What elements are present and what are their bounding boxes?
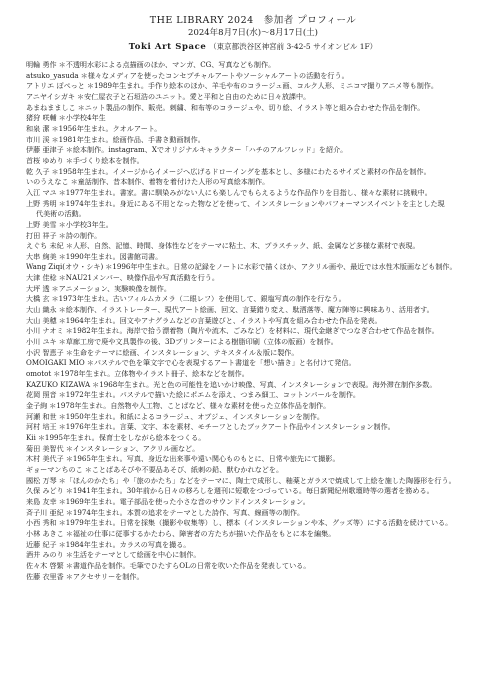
participant-description: ＊「ほんのかたち」や「旅のかたち」などをテーマに、陶土で成形し、釉薬とガラスで焼成して上絵を施した陶器形を行う。 bbox=[58, 475, 456, 485]
participant-entry bbox=[26, 284, 480, 295]
participant-description: ＊人形、自然、記憶、時間、身体性などをテーマに粘土、木、プラスチック、紙、金属など多様な素材で表現。 bbox=[65, 241, 420, 251]
participant-description: ＊1972年生まれ。パステルで描いた絵にポエムを添え、つまみ細工、コットンパールを制作。 bbox=[58, 390, 361, 400]
participant-name: あまねまましこ bbox=[26, 102, 76, 112]
participant-description: ＊1995年生まれ。保育士をしながら絵本をつくる。 bbox=[37, 432, 206, 442]
participant-entry bbox=[26, 252, 480, 263]
participant-entry bbox=[26, 508, 480, 519]
participant-entry bbox=[26, 113, 480, 124]
participant-entry bbox=[26, 497, 480, 508]
participant-entry bbox=[26, 476, 480, 487]
participant-name: 小林 あきこ bbox=[26, 528, 64, 538]
participant-entry bbox=[26, 348, 480, 359]
participant-description: ＊書道作品を制作。毛筆でひたすらOLの日常を吹いた作品を発表している。 bbox=[65, 560, 311, 570]
participant-entry bbox=[26, 390, 480, 401]
participant-name: 花岡 照音 bbox=[26, 390, 57, 400]
participant-description: ＊福祉の仕事に従事するかたわら、障害者の方たちが描いた作品をもとに本を編集。 bbox=[65, 528, 336, 538]
participant-name: 来島 友幸 bbox=[26, 496, 57, 506]
participant-description: ＊アクセサリーを制作。 bbox=[65, 571, 144, 581]
participant-entry bbox=[26, 465, 480, 476]
participant-entry bbox=[26, 177, 480, 188]
participant-name: ギョーマンちのこ bbox=[26, 464, 83, 474]
participant-name: omotot bbox=[26, 369, 52, 379]
participant-entry bbox=[26, 71, 480, 82]
participant-description: ＊インスタレーション、アクリル画など。 bbox=[65, 443, 200, 453]
participant-description: ＊手づくり絵本を制作。 bbox=[65, 155, 144, 165]
participant-name: 大串 絢美 bbox=[26, 251, 57, 261]
venue-address: （東京都渋谷区神宮前 3-42-5 サイオンビル 1F） bbox=[209, 42, 378, 51]
participant-name: 河瀬 和世 bbox=[26, 411, 57, 421]
participant-description: ＊1989年生まれ。手作り絵本のほか、羊毛や布のコラージュ画、コルク人形、ミニコマ撮りアニメ等も制作。 bbox=[86, 81, 438, 91]
participant-entry bbox=[26, 60, 480, 71]
participant-entry bbox=[26, 550, 480, 561]
participant-description: ＊小学校3年生。 bbox=[58, 219, 113, 229]
participant-name: 入江 マユ bbox=[26, 187, 57, 197]
participant-entry bbox=[26, 81, 480, 92]
participant-entry bbox=[26, 316, 480, 327]
participant-description: ＊NAU21メンバー、映像作品や写真活動を行う。 bbox=[58, 273, 219, 283]
participant-name: atsuko_yasuda bbox=[26, 70, 79, 80]
participant-name: KAZUKO KIZAWA bbox=[26, 379, 91, 389]
participant-name: 大橋 玄 bbox=[26, 294, 50, 304]
participant-entry bbox=[26, 92, 480, 103]
participant-description: ＊1981年生まれ。絵画作品、手書き動画制作。 bbox=[51, 134, 205, 144]
participant-name: 猪狩 咲輔 bbox=[26, 113, 57, 123]
participant-entry bbox=[26, 433, 480, 444]
participant-entry bbox=[26, 358, 480, 369]
participant-description: ＊1958年生まれ。イメージからイメージへ広げるドローイングを基本とし、多様にわたるサイズと素材の作品を制作。 bbox=[51, 166, 431, 176]
participant-entry bbox=[26, 167, 480, 178]
participant-name: 大坪 透 bbox=[26, 283, 50, 293]
participant-description: ＊1974年生まれ。身近にある不用となった物などを使って、インスタレーションやパフォーマンスイベントを主とした現 bbox=[58, 198, 445, 208]
participant-entry bbox=[26, 444, 480, 455]
participant-description: ＊詩の制作。 bbox=[58, 230, 102, 240]
participant-description: ＊1964年生まれ。回文やアナグラムなどの言葉遊びと、イラストや写真を組み合わせた作品を発表。 bbox=[58, 315, 382, 325]
participant-entry bbox=[26, 241, 480, 252]
participant-entry bbox=[26, 262, 480, 273]
participant-entry bbox=[26, 486, 480, 497]
participant-description: ＊安仁屋衣子と石垣浩のユニット。愛と平和と自由のために日々放課中。 bbox=[77, 91, 311, 101]
document-header bbox=[26, 14, 480, 54]
participant-name: 小西 秀和 bbox=[26, 518, 57, 528]
participant-description: ＊1956年生まれ。クオルアート。 bbox=[51, 123, 162, 133]
participant-description: ＊パステルで色を筆文字で心を表現するアート書道を「想い描き」と名付けて発信。 bbox=[86, 358, 356, 368]
participant-entry bbox=[26, 454, 480, 465]
participant-description: ＊1974年生まれ。本質の追求をテーマとした詩作、写真、線画等の制作。 bbox=[65, 507, 305, 517]
participant-description: ＊1976年生まれ。言葉、文字、本を素材、モチーフとしたブックアート作品やインスタレーション制作。 bbox=[58, 422, 395, 432]
participant-name: 打田 祥子 bbox=[26, 230, 57, 240]
participant-description: ＊1996年中生まれ。日常の記録をノートに水彩で描くほか、アクリル画や、最近では水性木版画なども制作。 bbox=[105, 262, 457, 272]
participant-description: ＊生活をテーマとして絵画を中心に制作。 bbox=[65, 550, 201, 560]
participant-name: Kii bbox=[26, 432, 36, 442]
participant-entry bbox=[26, 422, 480, 433]
participant-description: ＊絵本制作。instagram、Xでオリジナルキャラクター「ハチのアルフレッド」を紹介。 bbox=[65, 145, 348, 155]
participant-name: 酒井 みのり bbox=[26, 550, 64, 560]
participant-name: 大津 佳稔 bbox=[26, 273, 57, 283]
participant-entry bbox=[26, 518, 480, 529]
participant-name: 佐藤 衣里香 bbox=[26, 571, 64, 581]
participant-entry bbox=[26, 273, 480, 284]
participant-description: ＊1973年生まれ。古いフィルムカメラ（二眼レフ）を使用して、銀塩写真の制作を行なう。 bbox=[51, 294, 346, 304]
participant-entry bbox=[26, 294, 480, 305]
participant-entry bbox=[26, 337, 480, 348]
participant-name: 大山 織永 bbox=[26, 305, 57, 315]
participant-name: 小沢 智恵子 bbox=[26, 347, 64, 357]
participant-entry bbox=[26, 412, 480, 423]
participant-name: 小川 ユキ bbox=[26, 337, 57, 347]
participant-entry bbox=[26, 529, 480, 540]
participant-entry bbox=[26, 145, 480, 156]
participant-entry bbox=[26, 156, 480, 167]
participant-description: ＊1969年生まれ。電子部品を使った小さな音のサウンドインスタレーション。 bbox=[58, 496, 310, 506]
participant-name: 明輪 勇作 bbox=[26, 60, 57, 69]
participant-entry bbox=[26, 540, 480, 551]
participant-name: 首桜 ゆめり bbox=[26, 155, 64, 165]
participant-name: 菊田 美智代 bbox=[26, 443, 64, 453]
participant-description: ＊1950年生まれ。和紙によるコラージュ、オブジェ、インスタレーションを制作。 bbox=[58, 411, 324, 421]
venue-name: Toki Art Space bbox=[128, 42, 207, 52]
participant-entry bbox=[26, 135, 480, 146]
participant-entry bbox=[26, 401, 480, 412]
participant-name: 斉子川 亜紀 bbox=[26, 507, 64, 517]
participant-name: 國松 万琴 bbox=[26, 475, 57, 485]
participant-name: 久保 みどり bbox=[26, 486, 64, 496]
participant-description: ＊絵本制作、イラストレーター、現代アート絵画、回文、言葉錯り変え、駄洒落等、魔方陣等に興味あり、活用者す。 bbox=[58, 305, 434, 315]
participant-entry bbox=[26, 220, 480, 231]
participant-description: ＊アニメーション、実験映像を制作。 bbox=[51, 283, 171, 293]
participant-entry bbox=[26, 188, 480, 199]
participant-description: ＊童話制作、昔本制作、着物を着付けた人形の写真絵本制作。 bbox=[70, 177, 270, 187]
participant-name: 小川 ナオミ bbox=[26, 326, 64, 336]
participant-description: ＊1982年生まれ。海岸で拾う漂着物（陶片や流木、ごみなど）を材料に、現代金継ぎでつなぎ合わせて作品を制作。 bbox=[65, 326, 439, 336]
participant-name: 大山 美穂 bbox=[26, 315, 57, 325]
participant-description: ＊1978年生まれ。自然物や人工物、ことばなど、様々な素材を使った立体作品を制作。 bbox=[49, 401, 331, 410]
participant-entry bbox=[26, 326, 480, 337]
participant-name: 伊藤 亜津子 bbox=[26, 145, 64, 155]
participant-name: アトリエ ぽぺっと bbox=[26, 81, 85, 91]
participant-description: ＊不透明水彩による点描画のほか、マンガ、CG、写真なども制作。 bbox=[58, 60, 276, 69]
participant-description: ＊1965年生まれ。写真、身近な出来事や遠い関心ものもとに、日常や旅先にて撮影。 bbox=[65, 454, 340, 464]
participant-name: 上野 秀明 bbox=[26, 198, 57, 208]
participant-entry bbox=[26, 231, 480, 242]
participant-description: ＊1968年生まれ。光と色の可能性を追いかけ映像、写真、インスタレーションで表現。海外滞在制作多数。 bbox=[92, 379, 437, 389]
participant-name: 上野 美雪 bbox=[26, 219, 57, 229]
participant-entry bbox=[26, 380, 480, 391]
participant-name: 和泉 潔 bbox=[26, 123, 50, 133]
participant-description: ＊ことばあそびや不要品あそび、紙刺の鉛、獣むかれなどを。 bbox=[84, 464, 284, 474]
participant-description: ＊1978年生まれ。立体物やイラスト冊子、絵本などを制作。 bbox=[53, 369, 249, 379]
participant-description-continued: 代美術の活動。 bbox=[36, 209, 86, 219]
participant-description: ＊草廊工房で廃や文具製作の後、3Dプリンターによる樹脂印刷（立体の版画）を制作。 bbox=[58, 337, 338, 347]
participant-name: 河村 培王 bbox=[26, 422, 57, 432]
participant-entry bbox=[26, 103, 480, 114]
exhibition-dates: 2024年8月7日(水)～8月17日(土) bbox=[188, 28, 318, 38]
exhibition-venue bbox=[26, 40, 480, 54]
participant-entry bbox=[26, 305, 480, 316]
participant-description: ＊小学校4年生 bbox=[58, 113, 106, 123]
participant-name: アニヤイシガキ bbox=[26, 91, 76, 101]
participant-description: ＊ニット製品の制作、販売。刺繍、和布等のコラージュや、切り絵、イラスト等と組み合わせた作品を制作。 bbox=[77, 102, 425, 112]
participant-name: いのうえなこ bbox=[26, 177, 69, 187]
participant-name: 金子絢 bbox=[26, 401, 48, 410]
participant-entry bbox=[26, 124, 480, 135]
participant-name: 近藤 紀子 bbox=[26, 539, 57, 549]
participant-name: 木村 美代子 bbox=[26, 454, 64, 464]
participant-entry bbox=[26, 369, 480, 380]
participant-entry bbox=[26, 561, 480, 572]
participant-description: ＊1941年生まれ。30年前から日々の移ろしを週刊に短歌をつづっている。毎日新聞紀州歌壇時等の選者を務める。 bbox=[65, 486, 434, 496]
document-title: THE LIBRARY 2024 参加者 プロフィール bbox=[149, 15, 357, 26]
participant-name: OMOIGAKI MIO bbox=[26, 358, 85, 368]
participant-description: ＊生命をテーマに絵画、インスタレーション、テキスタイル＆版に製作。 bbox=[65, 347, 299, 357]
participant-description: ＊1977年生まれ。書家。書に馴染みがない人にも楽しんでもらえるような作品作りを目指し、様々な素材に挑戦中。 bbox=[58, 187, 432, 197]
participant-name: 佐々木 啓繁 bbox=[26, 560, 64, 570]
participant-entry bbox=[26, 572, 480, 583]
participant-description: ＊様々なメディアを使ったコンセプチャルアートやソーシャルアートの活動を行う。 bbox=[80, 70, 349, 80]
participant-entry bbox=[26, 199, 480, 220]
participant-name: えぐち 未紀 bbox=[26, 241, 64, 251]
participant-name: 市川 渓 bbox=[26, 134, 50, 144]
participant-list bbox=[26, 60, 480, 582]
participant-name: Wang Ziqi(オウ・シキ) bbox=[26, 262, 104, 272]
participant-description: ＊1979年生まれ。日常を採集（撮影や収集等）し、標本（インスタレーションや本、グッズ等）にする活動を続けている。 bbox=[58, 518, 453, 528]
participant-name: 乾 久子 bbox=[26, 166, 50, 176]
participant-description: ＊1984年生まれ。カラスの写真を撮る。 bbox=[58, 539, 191, 549]
participant-description: ＊1990年生まれ。図書館司書。 bbox=[58, 251, 163, 261]
